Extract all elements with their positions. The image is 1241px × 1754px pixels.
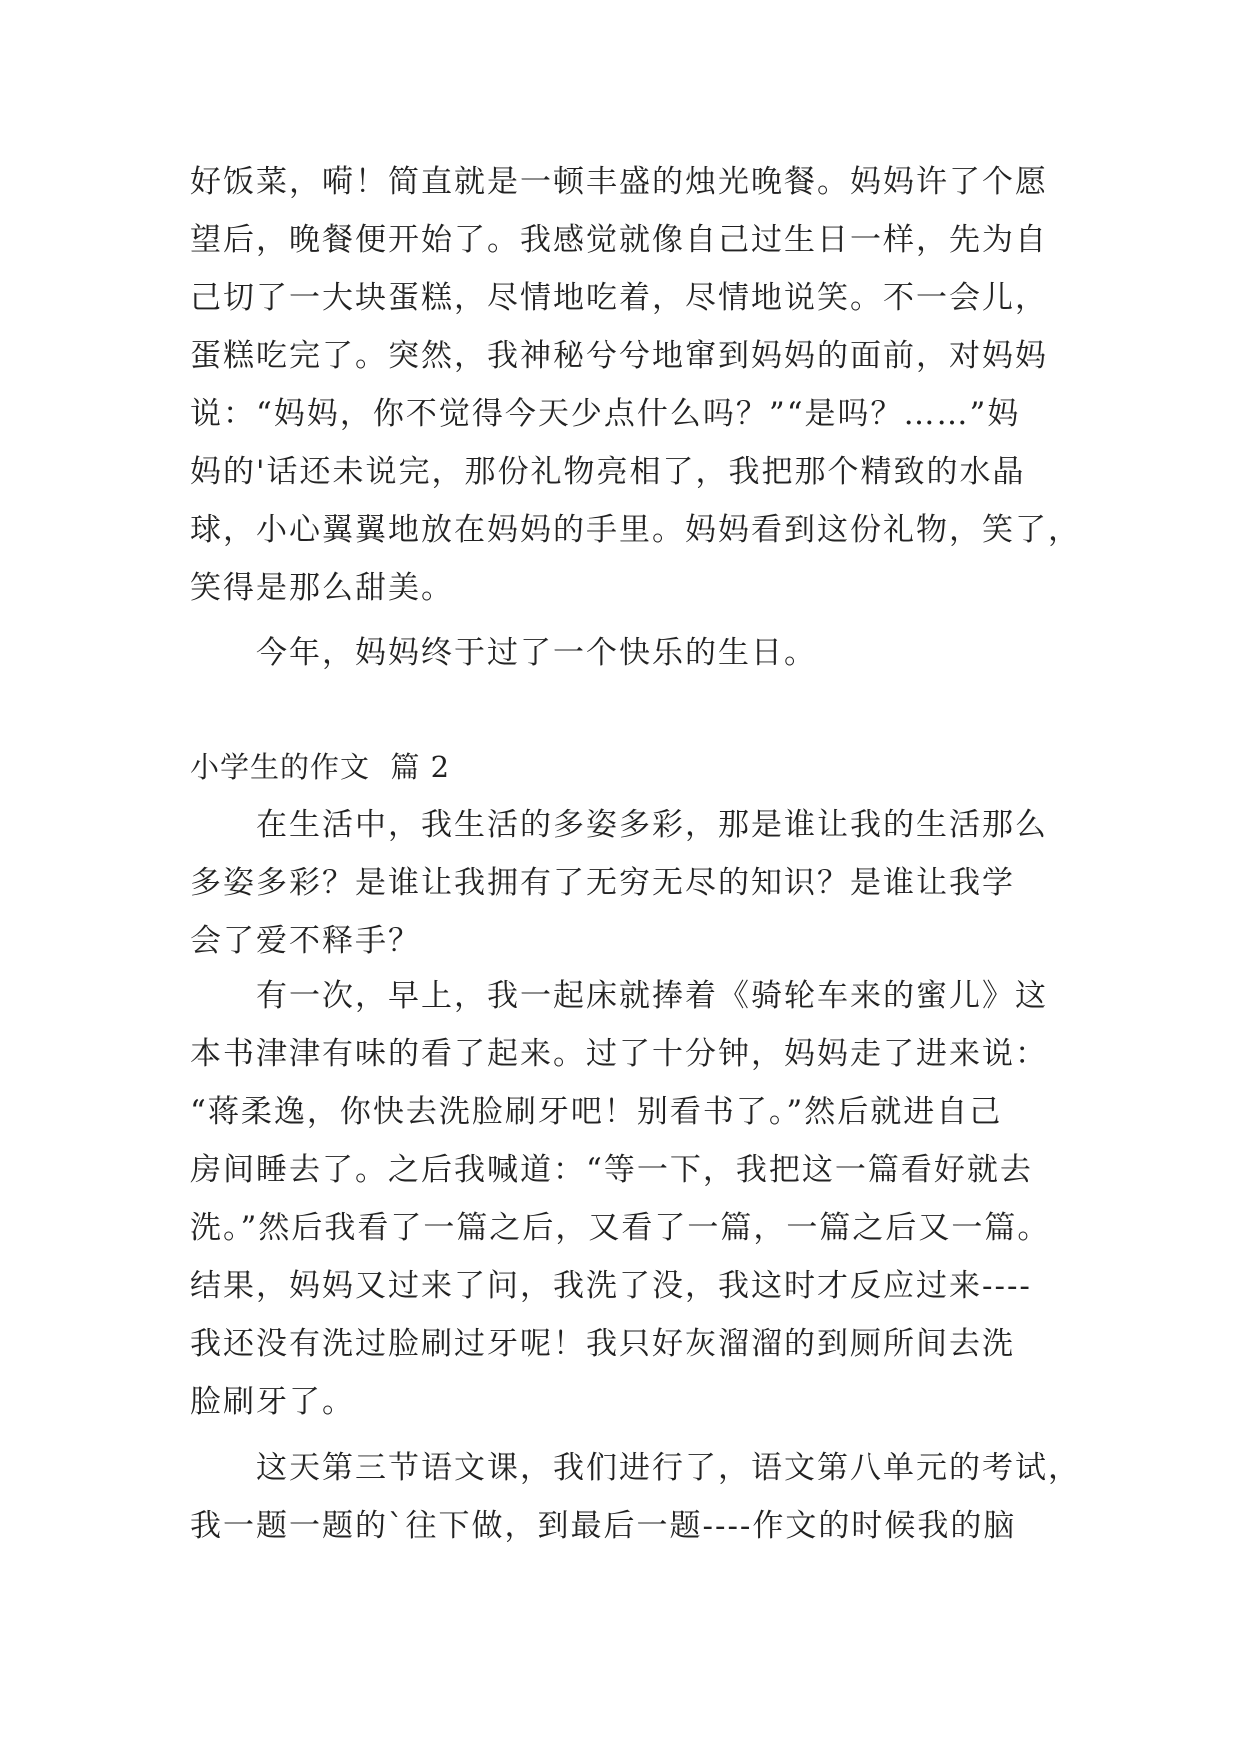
text-line: 房间睡去了。之后我喊道：“等一下，我把这一篇看好就去: [190, 1152, 1033, 1188]
text-line: 笑得是那么甜美。: [190, 570, 454, 606]
section2-paragraph-1: [190, 796, 1060, 970]
text-line: 好饭菜，嗬！简直就是一顿丰盛的烛光晚餐。妈妈许了个愿: [190, 164, 1048, 200]
text-line: 说：“妈妈，你不觉得今天少点什么吗？”“是吗？……”妈: [190, 396, 1021, 432]
text-line: 妈的'话还未说完，那份礼物亮相了，我把那个精致的水晶: [190, 454, 1026, 490]
text-line: 己切了一大块蛋糕，尽情地吃着，尽情地说笑。不一会儿，: [190, 280, 1048, 316]
section1-closing-paragraph: [190, 624, 1060, 682]
section2-paragraph-3: [190, 1439, 1081, 1555]
text-line: 望后，晚餐便开始了。我感觉就像自己过生日一样，先为自: [190, 222, 1048, 258]
text-line: 脸刷牙了。: [190, 1384, 355, 1420]
text-line: 这天第三节语文课，我们进行了，语文第八单元的考试，: [256, 1450, 1081, 1486]
text-line: 洗。”然后我看了一篇之后，又看了一篇，一篇之后又一篇。: [190, 1210, 1051, 1246]
text-line: 在生活中，我生活的多姿多彩，那是谁让我的生活那么: [256, 807, 1048, 843]
text-line: 蛋糕吃完了。突然，我神秘兮兮地窜到妈妈的面前，对妈妈: [190, 338, 1048, 374]
text-line: 多姿多彩？是谁让我拥有了无穷无尽的知识？是谁让我学: [190, 865, 1015, 901]
text-line: 结果，妈妈又过来了问，我洗了没，我这时才反应过来----: [190, 1268, 1032, 1304]
section-heading: 小学生的作文 篇 2: [190, 750, 451, 784]
text-line: 本书津津有味的看了起来。过了十分钟，妈妈走了进来说：: [190, 1036, 1048, 1072]
section2-paragraph-2: [190, 967, 1060, 1431]
text-line: 有一次，早上，我一起床就捧着《骑轮车来的蜜儿》这: [256, 978, 1048, 1014]
text-line: 今年，妈妈终于过了一个快乐的生日。: [256, 635, 817, 671]
section1-paragraph: [190, 153, 1081, 617]
text-line: 会了爱不释手？: [190, 923, 421, 959]
text-line: 我一题一题的`往下做，到最后一题----作文的时候我的脑: [190, 1508, 1017, 1544]
text-line: “蒋柔逸，你快去洗脸刷牙吧！别看书了。”然后就进自己: [190, 1094, 1003, 1130]
section2-heading: [190, 738, 1060, 796]
text-line: 我还没有洗过脸刷过牙呢！我只好灰溜溜的到厕所间去洗: [190, 1326, 1015, 1362]
text-line: 球，小心翼翼地放在妈妈的手里。妈妈看到这份礼物，笑了，: [190, 512, 1081, 548]
